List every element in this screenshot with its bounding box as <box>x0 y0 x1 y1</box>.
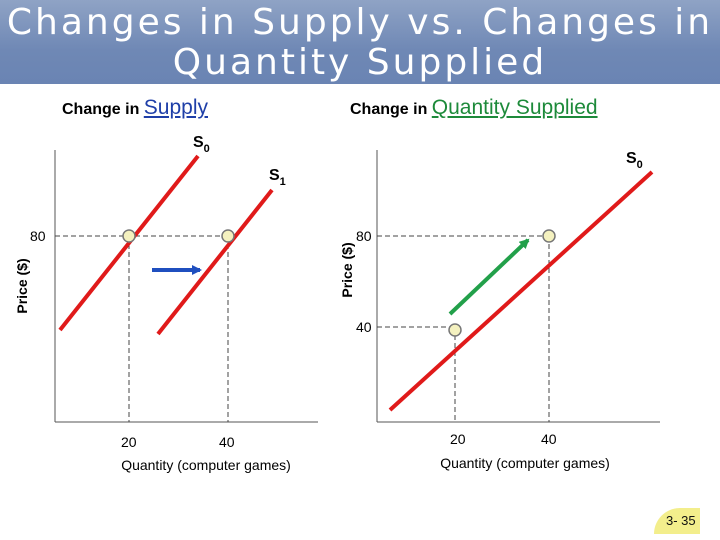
left-heading-prefix: Change in <box>62 101 144 118</box>
left-s0-label: $S_0$ <box>193 134 210 155</box>
right-price-tick-40: 40 <box>356 319 372 335</box>
slide-title-line-2: Quantity Supplied <box>172 42 548 83</box>
right-s0-label: $S_0$ <box>626 150 643 171</box>
right-point-a <box>449 324 461 336</box>
left-x-axis-label: Quantity (computer games) <box>121 457 291 473</box>
left-point-b <box>222 230 234 242</box>
left-supply-curve-s1 <box>158 190 272 334</box>
left-s1-label: $S_1$ <box>269 167 286 188</box>
left-point-a <box>123 230 135 242</box>
slide-number: 3- 35 <box>654 508 700 534</box>
left-q-tick-40: 40 <box>219 434 235 450</box>
right-x-axis-label: Quantity (computer games) <box>440 455 610 471</box>
left-price-tick: 80 <box>30 228 46 244</box>
right-y-axis-label: Price ($) <box>339 242 355 298</box>
right-diagram <box>339 150 660 471</box>
right-heading-prefix: Change in <box>350 101 432 118</box>
slide-title-line-1: Changes in Supply vs. Changes in <box>6 2 714 43</box>
right-heading-accent: Quantity Supplied <box>431 96 598 119</box>
right-point-b <box>543 230 555 242</box>
left-q-tick-20: 20 <box>121 434 137 450</box>
right-q-tick-40: 40 <box>541 431 557 447</box>
left-diagram <box>14 134 318 473</box>
left-y-axis-label: Price ($) <box>14 258 30 314</box>
right-q-tick-20: 20 <box>450 431 466 447</box>
right-supply-curve-s0 <box>390 172 652 410</box>
right-movement-arrow <box>450 240 528 314</box>
left-heading-accent: Supply <box>143 96 208 119</box>
right-price-tick-80: 80 <box>356 228 372 244</box>
